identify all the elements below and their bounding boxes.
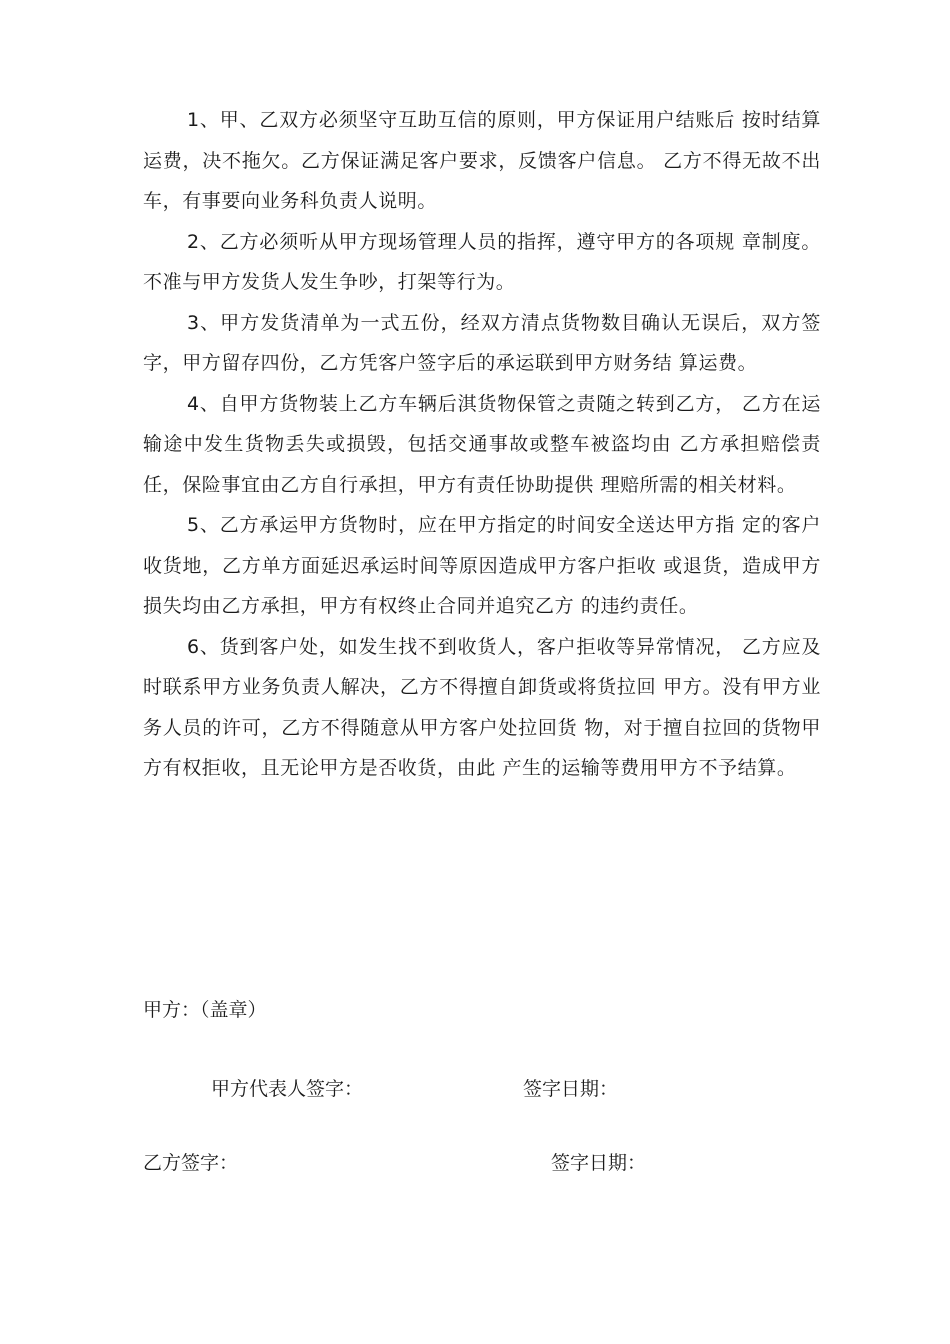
party-b-signature-date-label: 签字日期： (551, 1152, 647, 1174)
clause-3: 3、甲方发货清单为一式五份，经双方清点货物数目确认无误后，双方签字，甲方留存四份，乙方凭客户签字后的承运联到甲方财务结 算运费。 (143, 311, 821, 374)
contract-clauses (143, 100, 821, 789)
clause-6: 6、货到客户处，如发生找不到收货人，客户拒收等异常情况， 乙方应及时联系甲方业务负责人解决，乙方不得擅自卸货或将货拉回 甲方。没有甲方业务人员的许可，乙方不得随意从甲方客户处拉回货 物，对于擅自拉回的货物甲方有权拒收，且无论甲方是否收货，由此 产生的运输等费用甲方不予结算。 (143, 635, 821, 779)
party-b-signature-label: 乙方签字： (143, 1152, 239, 1174)
party-a-signature-date-label: 签字日期： (523, 1078, 619, 1100)
party-a-seal-label: 甲方：（盖章） (143, 999, 267, 1021)
clause-2: 2、乙方必须听从甲方现场管理人员的指挥，遵守甲方的各项规 章制度。不准与甲方发货人发生争吵，打架等行为。 (143, 230, 821, 293)
clause-4: 4、自甲方货物装上乙方车辆后淇货物保管之责随之转到乙方， 乙方在运输途中发生货物丢失或损毁，包括交通事故或整车被盗均由 乙方承担赔偿责任，保险事宜由乙方自行承担，甲方有责任协助提供 理赔所需的相关材料。 (143, 392, 821, 496)
party-a-representative-signature-label: 甲方代表人签字： (211, 1078, 364, 1100)
clause-1: 1、甲、乙双方必须坚守互助互信的原则，甲方保证用户结账后 按时结算运费，决不拖欠。乙方保证满足客户要求，反馈客户信息。 乙方不得无故不出车，有事要向业务科负责人说明。 (143, 109, 821, 212)
clause-5: 5、乙方承运甲方货物时，应在甲方指定的时间安全送达甲方指 定的客户收货地，乙方单方面延迟承运时间等原因造成甲方客户拒收 或退货，造成甲方损失均由乙方承担，甲方有权终止合同并追究乙方 的违约责任。 (143, 514, 821, 617)
